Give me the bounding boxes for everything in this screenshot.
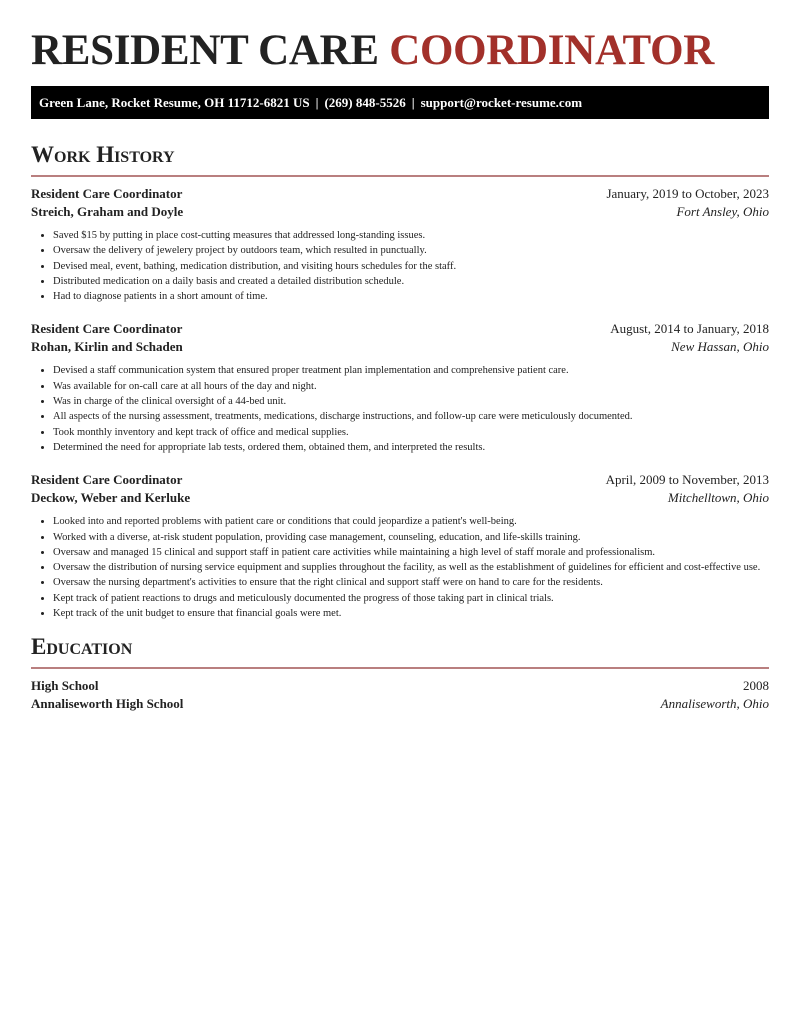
resume-title <box>31 0 769 75</box>
job-entry <box>31 320 769 455</box>
job-bullet: • Was available for on-call care at all hours of the day and night. <box>53 379 769 394</box>
job-bullets <box>31 228 769 304</box>
job-bullet: • Oversaw the distribution of nursing service equipment and supplies throughout the facility, as well as the establishment of guidelines for efficient and cost-effective use. <box>53 560 769 575</box>
title-main: RESIDENT CARE <box>31 27 379 74</box>
job-title: Resident Care Coordinator <box>31 472 183 488</box>
job-bullet: • Looked into and reported problems with patient care or conditions that could jeopardize a patient's well-being. <box>53 514 769 529</box>
job-location: Fort Ansley, Ohio <box>676 204 769 219</box>
job-bullet: • Devised meal, event, bathing, medication distribution, and visiting hours schedules for the staff. <box>53 259 769 274</box>
job-entry <box>31 185 769 304</box>
job-company: Streich, Graham and Doyle <box>31 204 184 219</box>
job-bullet: • Oversaw the delivery of jewelery project by outdoors team, which resulted in punctually. <box>53 243 769 258</box>
job-bullet: • Worked with a diverse, at-risk student population, providing case management, counseling, education, and life-skills training. <box>53 530 769 545</box>
job-bullet: • Devised a staff communication system that ensured proper treatment plan implementation and comprehensive patient care. <box>53 363 769 378</box>
education-location: Annaliseworth, Ohio <box>660 696 769 712</box>
job-location: New Hassan, Ohio <box>671 339 769 355</box>
education-year: 2008 <box>743 678 769 694</box>
job-bullet: • Kept track of patient reactions to drugs and meticulously documented the progress of those taking part in clinical trials. <box>53 591 769 606</box>
job-bullet: • Had to diagnose patients in a short amount of time. <box>53 289 769 304</box>
separator: | <box>315 95 319 110</box>
education-degree: High School <box>31 678 99 694</box>
job-bullet: • Oversaw the nursing department's activities to ensure that the right clinical and support staff were on hand to care for the residents. <box>53 575 769 590</box>
work-history-heading: Work History <box>31 141 769 177</box>
job-title: Resident Care Coordinator <box>31 186 183 201</box>
job-bullets <box>31 514 769 621</box>
job-bullet: • Kept track of the unit budget to ensure that financial goals were met. <box>53 606 769 621</box>
job-bullet: • Determined the need for appropriate lab tests, ordered them, obtained them, and interpreted the results. <box>53 440 769 455</box>
separator: | <box>411 95 415 110</box>
job-bullet: • Took monthly inventory and kept track of office and medical supplies. <box>53 425 769 440</box>
job-title: Resident Care Coordinator <box>31 321 183 337</box>
job-bullet: • Was in charge of the clinical oversight of a 44-bed unit. <box>53 394 769 409</box>
job-location: Mitchelltown, Ohio <box>667 490 769 506</box>
job-dates: January, 2019 to October, 2023 <box>606 186 769 201</box>
job-bullet: • Saved $15 by putting in place cost-cutting measures that addressed long-standing issues. <box>53 228 769 243</box>
job-dates: April, 2009 to November, 2013 <box>605 472 769 488</box>
job-bullets <box>31 363 769 455</box>
job-bullet: • Oversaw and managed 15 clinical and support staff in patient care activities while maintaining a high level of staff morale and professionalism. <box>53 545 769 560</box>
contact-bar <box>31 86 769 119</box>
job-company: Rohan, Kirlin and Schaden <box>31 339 183 355</box>
work-history-list <box>31 185 769 621</box>
contact-email[interactable]: support@rocket-resume.com <box>420 95 583 110</box>
job-company: Deckow, Weber and Kerluke <box>31 490 191 506</box>
education-school: Annaliseworth High School <box>31 696 184 712</box>
education-item <box>31 677 769 713</box>
title-accent: COORDINATOR <box>389 27 715 74</box>
contact-phone: (269) 848-5526 <box>324 95 406 110</box>
job-bullet: • Distributed medication on a daily basis and created a detailed distribution schedule. <box>53 274 769 289</box>
job-dates: August, 2014 to January, 2018 <box>610 321 769 337</box>
job-bullet: • All aspects of the nursing assessment, treatments, medications, discharge instructions, and follow-up care were meticulously documented. <box>53 409 769 424</box>
contact-address: Green Lane, Rocket Resume, OH 11712-6821 US <box>39 95 310 110</box>
education-heading: Education <box>31 633 769 669</box>
job-entry <box>31 471 769 621</box>
